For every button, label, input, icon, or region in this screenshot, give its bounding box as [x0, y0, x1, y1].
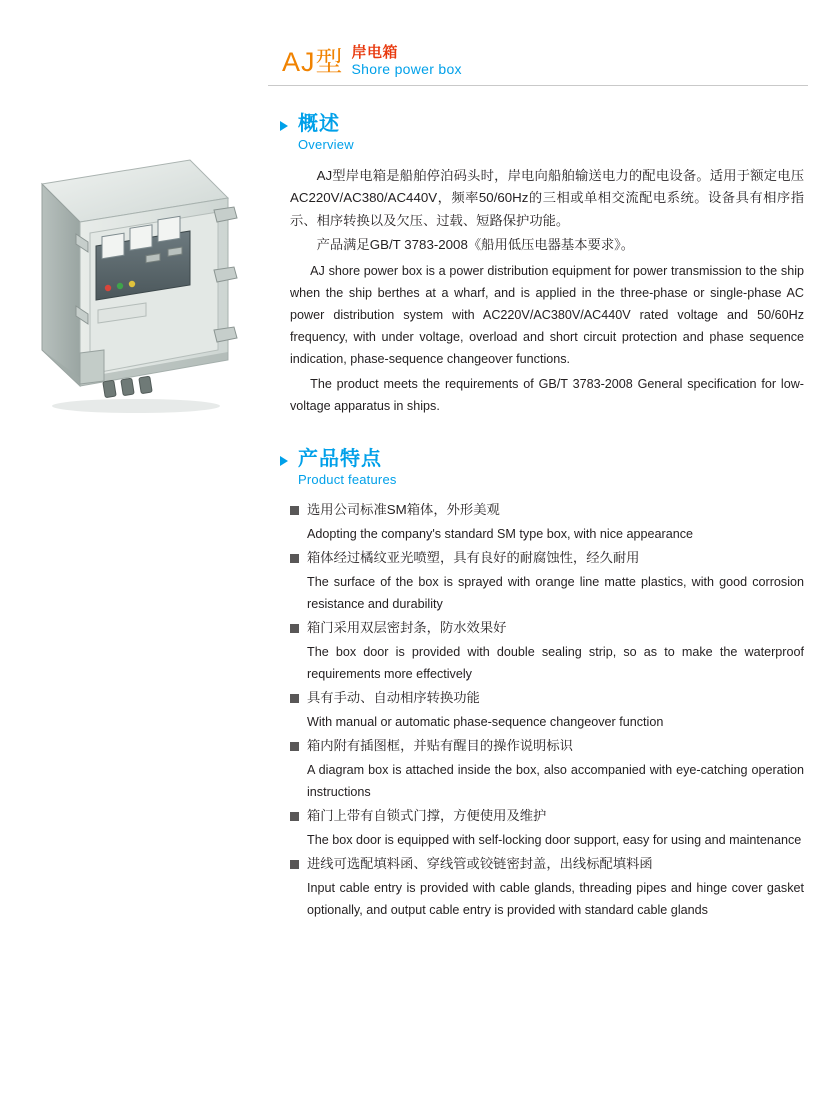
list-item	[290, 499, 804, 545]
feature-text-cn: 箱门采用双层密封条，防水效果好	[307, 620, 507, 636]
list-item	[290, 805, 804, 851]
overview-heading-cn: 概述	[298, 113, 340, 136]
square-bullet-icon	[290, 554, 299, 563]
product-model: AJ型	[282, 47, 344, 78]
product-name-group	[352, 44, 462, 77]
feature-text-cn: 箱体经过橘纹亚光喷塑，具有良好的耐腐蚀性，经久耐用	[307, 550, 640, 566]
feature-text-en: The box door is provided with double sealing strip, so as to make the waterproof requirements more effectively	[307, 645, 804, 682]
section-heading-features	[268, 447, 808, 489]
overview-paragraph-en-2: The product meets the requirements of GB/T 3783-2008 General specification for low-voltage apparatus in ships.	[290, 377, 804, 414]
overview-heading-en: Overview	[298, 137, 354, 153]
list-item	[290, 687, 804, 733]
feature-text-cn: 选用公司标准SM箱体，外形美观	[307, 502, 500, 518]
features-list	[268, 499, 808, 920]
square-bullet-icon	[290, 624, 299, 633]
feature-text-cn: 进线可选配填料函、穿线管或铰链密封盖，出线标配填料函	[307, 855, 653, 871]
shore-power-box-illustration	[18, 138, 244, 428]
triangle-bullet-icon	[280, 121, 288, 131]
feature-text-cn: 箱内附有插图框，并贴有醒目的操作说明标识	[307, 738, 573, 753]
feature-text-en: The box door is equipped with self-locking door support, easy for using and maintenance	[307, 832, 802, 847]
feature-text-en: A diagram box is attached inside the box, also accompanied with eye-catching operation instructions	[307, 762, 804, 799]
overview-paragraph-cn-2: 产品满足GB/T 3783-2008《船用低压电器基本要求》。	[316, 237, 635, 253]
product-name-en: Shore power box	[351, 61, 462, 78]
feature-text-en: Adopting the company's standard SM type box, with nice appearance	[307, 527, 694, 542]
overview-paragraph-cn-1: AJ型岸电箱是船舶停泊码头时，岸电向船舶输送电力的配电设备。适用于额定电压AC220V/AC380/AC440V，频率50/60Hz的三相或单相交流配电系统。设备具有相序指示、相序转换以及欠压、过载、短路保护功能。	[290, 167, 804, 229]
list-item	[290, 853, 804, 921]
square-bullet-icon	[290, 860, 299, 869]
feature-text-en: Input cable entry is provided with cable glands, threading pipes and hinge cover gasket optionally, and output cable entry is provided with standard cable glands	[307, 880, 804, 917]
square-bullet-icon	[290, 506, 299, 515]
square-bullet-icon	[290, 742, 299, 751]
triangle-bullet-icon	[280, 456, 288, 466]
feature-text-cn: 箱门上带有自锁式门撑，方便使用及维护	[307, 807, 547, 823]
features-heading-cn: 产品特点	[298, 448, 382, 471]
list-item	[290, 617, 804, 685]
product-image-column	[0, 0, 258, 1118]
overview-body	[268, 165, 808, 418]
list-item	[290, 735, 804, 803]
product-photo	[18, 138, 244, 428]
feature-text-en: With manual or automatic phase-sequence changeover function	[307, 714, 664, 729]
feature-text-cn: 具有手动、自动相序转换功能	[307, 690, 480, 706]
content-column	[258, 0, 830, 1118]
overview-paragraph-en-1: AJ shore power box is a power distribution equipment for power transmission to the ship when the ship berthes at a wharf, and is applied in the three-phase or single-phase AC power distribution system with AC220V/AC380V/AC440V rated voltage and 50/60Hz frequency, with under voltage, overload and short circuit protection and phase sequence indication, phase-sequence changeover functions.	[290, 263, 804, 367]
features-heading-en: Product features	[298, 472, 397, 488]
square-bullet-icon	[290, 694, 299, 703]
section-heading-overview	[268, 112, 808, 154]
page-title	[268, 44, 808, 86]
product-name-cn: 岸电箱	[351, 44, 399, 61]
square-bullet-icon	[290, 812, 299, 821]
feature-text-en: The surface of the box is sprayed with orange line matte plastics, with good corrosion resistance and durability	[307, 575, 804, 612]
list-item	[290, 547, 804, 615]
